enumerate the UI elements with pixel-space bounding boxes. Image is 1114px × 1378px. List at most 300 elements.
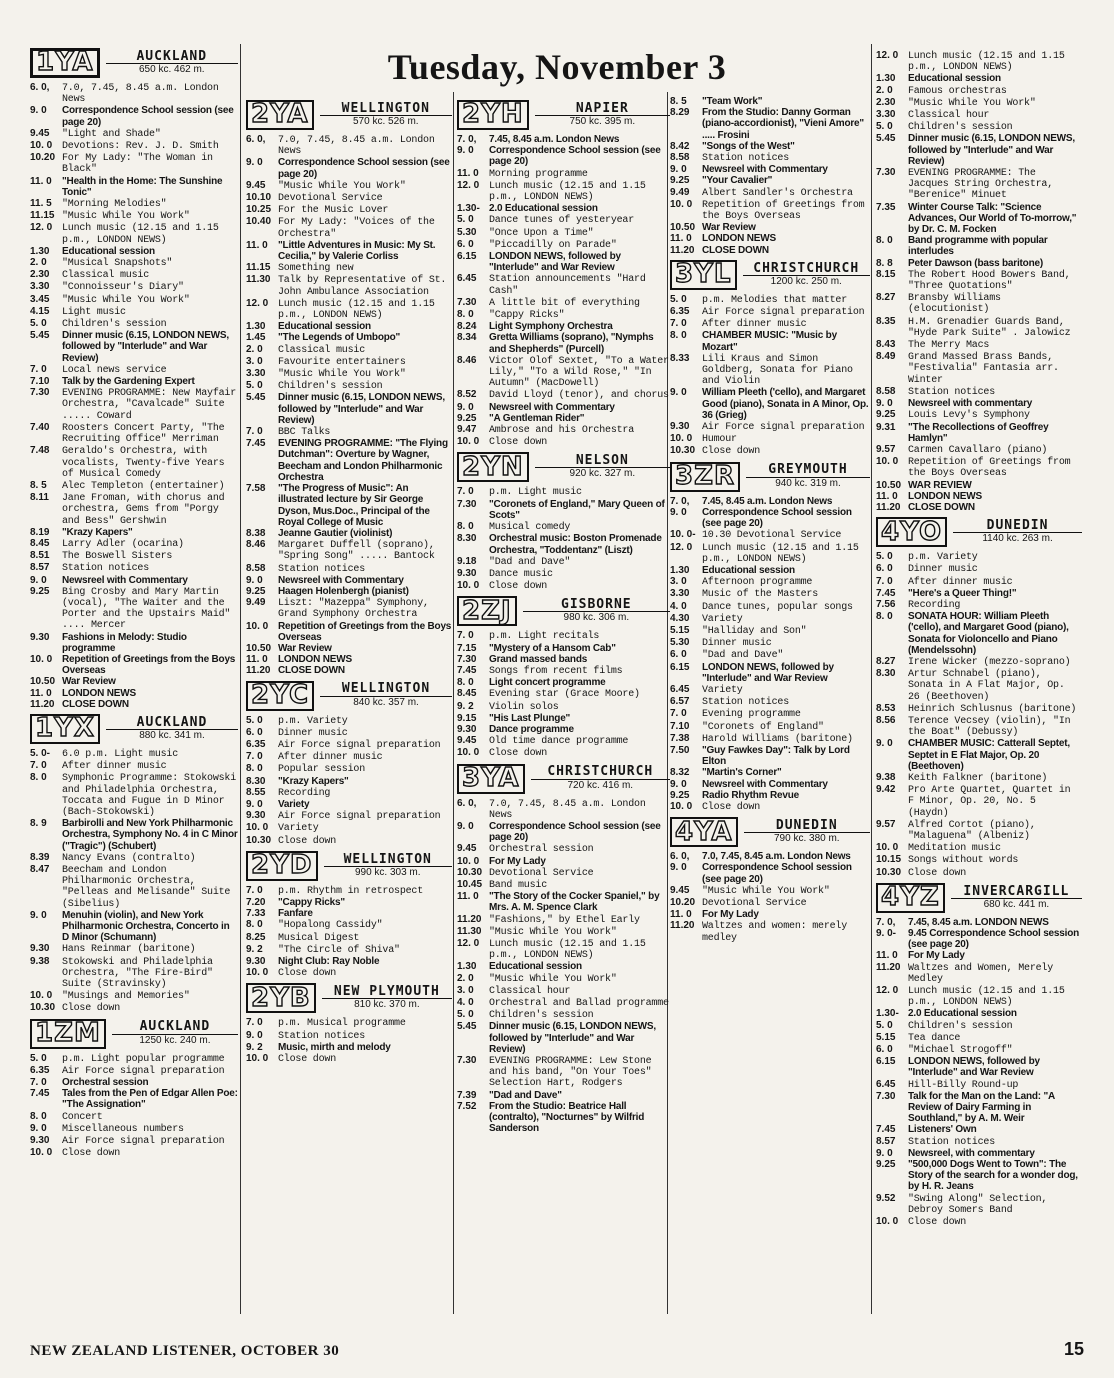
program-time: 8.29 [670,107,690,119]
program-entry [876,611,1082,656]
program-title: Talk by Representative of St. John Ambulance Association [278,275,447,298]
program-time: 5. 0 [30,1052,47,1064]
program-time: 1.30 [246,321,266,333]
program-time: 10.20 [670,896,696,908]
program-time: 9. 0- [876,928,897,940]
program-entry [246,885,452,897]
program-time: 6. 0, [670,851,690,863]
program-entry [246,1017,452,1029]
program-title: 7.0, 7.45, 8.45 a.m. London News [62,83,219,106]
program-title: Bing Crosby and Mary Martin (vocal), "The Waiter and the Porter and the Upstairs Maid" .... Mercer [62,586,231,632]
program-entry [876,316,1082,339]
program-title: Recording [278,787,331,799]
program-time: 8.27 [876,655,896,667]
program-entry [246,180,452,192]
program-title: From the Studio: Beatrice Hall (contralto), "Nocturnes" by Wilfrid Sanderson [489,1100,645,1135]
program-time: 7. 0 [30,760,47,772]
station-frequency: 1140 kc. 263 m. [982,533,1053,545]
station-header [670,260,870,290]
program-time: 6. 0 [457,238,474,250]
program-title: Educational session [278,321,371,333]
program-entry [457,321,670,332]
program-time: 8.51 [30,550,50,562]
program-title: Children's session [62,319,167,331]
station-header [670,462,870,492]
program-entry [30,140,238,152]
program-entry [670,733,870,745]
program-entry [670,175,870,186]
program-title: For My Lady: "The Woman in Black" [62,153,213,176]
program-time: 10.10 [246,192,272,204]
program-entry [457,665,670,677]
program-entry [457,214,670,226]
program-time: 10. 0 [876,456,899,468]
program-time: 1.30- [876,1008,899,1020]
program-time: 7.15 [457,642,477,654]
station-city: DUNEDIN [744,820,870,833]
program-title: Symphonic Programme: Stokowski and Philadelphia Orchestra, Toccata and Fugue in D Minor (Bach-Stokowski) [62,773,237,818]
program-time: 9. 0 [670,387,687,399]
program-time: 7.10 [670,720,690,732]
program-title: Dinner music [908,564,978,576]
program-entry [670,222,870,233]
program-time: 11.30 [246,274,271,286]
program-time: 10. 0- [670,529,696,541]
program-time: 7. 0, [670,495,690,507]
program-entry [246,799,452,810]
program-time: 9. 0 [670,778,687,790]
program-entry [670,662,870,684]
program-title: Close down [62,1148,121,1160]
program-entry [30,281,238,293]
program-entry [876,854,1082,866]
program-time: 7. 0 [246,751,263,763]
program-time: 8. 0 [876,235,893,247]
column-4 [670,96,870,947]
station-city-block [531,766,670,790]
program-time: 10. 0 [246,1053,269,1065]
station-header [670,817,870,847]
program-title: Close down [278,835,337,847]
program-title: p.m. Light popular programme [62,1053,225,1065]
program-title: William Pleeth ('cello), and Margaret Good (piano), Sonata in A Minor, Op. 36 (Grieg) [702,387,869,421]
program-entry [876,73,1082,84]
station-city: AUCKLAND [106,717,238,730]
program-entry [876,563,1082,575]
program-title: Dance tunes of yesteryear [489,215,635,227]
station-listing [670,96,870,256]
program-title: Classical music [278,344,366,356]
program-title: War Review [702,222,756,234]
program-entry [30,772,238,818]
program-title: For My Lady [702,909,759,921]
program-time: 5.45 [876,133,896,145]
program-entry [246,392,452,426]
program-title: Close down [908,1217,967,1229]
program-time: 8. 8 [876,257,893,269]
program-title: "Songs of the West" [702,140,795,152]
program-title: Irene Wicker (mezzo-soprano) [908,656,1071,668]
program-time: 8.45 [457,688,477,700]
program-time: 4.30 [670,612,690,624]
station-listing [30,714,238,1015]
program-title: Orchestral and Ballad programme [489,998,669,1009]
program-time: 8.46 [246,539,266,551]
program-title: Close down [702,446,761,458]
program-time: 6. 0, [246,134,266,145]
program-title: "Dad and Dave" [489,1089,562,1101]
program-entry [670,625,870,637]
program-time: 5.30 [670,637,690,649]
program-entry [246,368,452,380]
program-title: Louis Levy's Symphony [908,410,1030,422]
program-time: 8. 0 [876,611,893,623]
station-city: GISBORNE [523,599,670,612]
program-entry [457,747,670,759]
program-title: 7.0, 7.45, 8.45 a.m. London News [702,851,851,863]
program-title: EVENING PROGRAMME: "The Flying Dutchman": Overture by Wagner, Beecham and London Philharmonic Orchestra [278,438,448,483]
program-time: 9. 2 [246,1041,263,1053]
program-entry [876,444,1082,456]
station-city-block [746,464,870,488]
station-city-block [523,599,670,623]
program-entry [246,539,452,562]
program-time: 5. 0 [457,1009,474,1021]
program-entry [246,563,452,575]
program-entry [670,199,870,222]
program-time: 7. 0 [30,1077,47,1089]
program-title: The Boswell Sisters [62,551,173,563]
station-callsign: 1YX [30,714,100,744]
program-entry [30,956,238,991]
program-title: Evening star (Grace Moore) [489,689,640,701]
program-title: Educational session [702,564,795,576]
program-title: Correspondence School session (see page 20) [702,506,852,530]
program-title: For the Music Lover [278,205,389,217]
program-entry [30,269,238,281]
program-title: Air Force signal preparation [62,1065,225,1077]
program-time: 10.25 [246,204,272,216]
program-entry [457,332,670,354]
program-entry [670,152,870,164]
program-time: 8.19 [30,526,50,538]
program-time: 10. 0 [30,653,53,665]
program-title: Local news service [62,364,167,376]
program-entry [30,760,238,772]
program-entry [30,257,238,269]
column-divider [871,44,872,1314]
program-entry [457,654,670,665]
program-time: 6.15 [670,661,690,673]
program-title: Children's session [489,1010,594,1022]
program-entry [876,928,1082,950]
program-title: Humour [702,434,737,446]
program-entry [30,1123,238,1135]
program-time: 5.15 [670,624,690,636]
program-title: "Krazy Kapers" [278,775,349,787]
program-time: 7.56 [876,598,896,610]
station-city-block [744,817,870,845]
station-city: NAPIER [535,103,670,116]
program-entry [457,556,670,568]
program-entry [670,745,870,767]
program-entry [246,240,452,262]
program-time: 7.35 [876,201,896,213]
program-title: A little bit of everything [489,297,640,309]
program-entry [876,962,1082,985]
program-entry [246,643,452,654]
program-entry [30,943,238,955]
program-title: 7.45, 8.45 a.m. LONDON NEWS [908,916,1049,928]
program-title: "Musings and Memories" [62,991,190,1003]
program-title: "Dad and Dave" [489,556,571,568]
program-time: 1.30 [30,245,50,257]
program-title: Terence Vecsey (violin), "In the Boat" (Debussy) [908,715,1071,739]
station-callsign: 3YL [670,260,737,290]
station-frequency: 680 kc. 441 m. [983,898,1050,910]
program-entry [670,637,870,649]
program-time: 7.33 [246,908,266,920]
program-title: "Hopalong Cassidy" [278,920,383,932]
program-title: "Fashions," by Ethel Early [489,914,640,926]
program-title: p.m. Light recitals [489,631,600,643]
program-time: 12. 0 [246,297,269,309]
station-city: NEW PLYMOUTH [322,986,452,999]
program-title: Variety [278,798,310,810]
program-entry [246,426,452,438]
program-entry [670,708,870,720]
station-callsign: 3ZR [670,462,740,492]
program-title: Station announcements "Hard Cash" [489,274,646,297]
program-time: 5. 0 [457,214,474,226]
program-entry [457,798,670,821]
program-title: 2.0 Educational session [489,203,598,215]
program-title: Barbirolli and New York Philharmonic Orchestra, Symphony No. 4 in C Minor ("Tragic") (Schubert) [62,818,238,852]
program-entry [670,721,870,733]
program-entry [457,985,670,997]
program-time: 8. 0 [30,772,47,784]
program-title: Haagen Holenbergh (pianist) [278,585,409,597]
program-title: SONATA HOUR: William Pleeth ('cello), and Margaret Good (piano), Sonata for Violoncello and Piano (Mendelssohn) [908,611,1069,656]
station-city-block [535,455,670,479]
program-time: 9.25 [670,175,690,187]
program-time: 7.52 [457,1100,477,1112]
program-entry [457,355,670,390]
program-title: Listeners' Own [908,1124,977,1136]
program-title: Waltzes and Women, Merely Medley [908,962,1054,985]
program-entry [457,643,670,654]
program-entry [457,180,670,203]
program-time: 7. 0 [30,363,47,375]
program-title: Newsreel with Commentary [489,401,615,413]
station-callsign: 1ZM [30,1019,106,1049]
program-entry [457,297,670,309]
program-entry [30,294,238,306]
program-title: Close down [278,968,337,980]
program-title: "Swing Along" Selection, Debroy Somers Band [908,1193,1048,1216]
program-entry [876,703,1082,715]
program-entry [457,973,670,985]
program-title: "Music While You Work" [62,211,190,223]
program-time: 8.58 [876,385,896,397]
program-time: 9.30 [246,810,266,822]
program-title: LONDON NEWS [908,490,982,502]
station-city: GREYMOUTH [746,464,870,477]
program-title: Station notices [62,563,150,575]
station-callsign: 2YH [457,100,529,130]
program-entry [457,499,670,521]
program-title: Meditation music [908,843,1001,855]
program-entry [876,133,1082,167]
program-time: 7.40 [30,421,50,433]
program-title: p.m. Rhythm in retrospect [278,885,424,897]
page-title: Tuesday, November 3 [387,47,727,87]
program-entry [30,82,238,105]
program-entry [30,246,238,257]
program-time: 5.45 [30,330,50,342]
station-city-block [320,100,452,127]
program-entry [670,885,870,897]
program-time: 9.49 [670,186,690,198]
program-time: 9. 0 [246,798,263,810]
program-title: "Music While You Work" [278,180,406,192]
station-header [246,851,452,881]
station-city: AUCKLAND [112,1021,238,1034]
program-time: 10.30 [670,445,696,457]
program-time: 7. 0 [457,486,474,498]
program-time: 9.30 [30,631,50,643]
station-city: CHRISTCHURCH [743,263,871,276]
program-time: 9.57 [876,818,896,830]
program-entry [457,168,670,180]
program-title: Air Force signal preparation [702,422,865,434]
program-title: Musical Digest [278,932,360,944]
program-title: CHAMBER MUSIC: "Music by Mozart" [702,330,837,353]
program-entry [30,128,238,140]
program-time: 11. 0 [457,891,479,903]
program-time: 6. 0, [457,797,477,809]
program-title: "His Last Plunge" [489,712,571,724]
program-title: "Team Work" [702,96,763,107]
program-title: WAR REVIEW [908,479,972,491]
program-entry [876,1079,1082,1091]
program-entry [457,568,670,580]
station-listing [246,100,452,677]
station-city-block [322,986,452,1010]
station-header [246,983,452,1013]
program-title: Lunch music (12.15 and 1.15 p.m., LONDON NEWS) [908,986,1065,1009]
program-time: 10.15 [876,854,902,866]
program-entry [876,258,1082,269]
program-entry [457,251,670,273]
program-time: 1.30 [876,73,896,85]
program-title: War Review [62,676,116,688]
station-listing [30,1019,238,1160]
program-entry [457,227,670,239]
program-title: Beecham and London Philharmonic Orchestra, "Pelleas and Melisande" Suite (Sibelius) [62,865,231,910]
program-entry [457,1021,670,1055]
program-time: 8. 0 [457,309,474,321]
station-callsign: 2YA [246,100,314,130]
program-entry [30,318,238,330]
program-entry [670,187,870,199]
program-title: Close down [702,801,761,813]
station-city-block [106,48,238,75]
program-time: 8.43 [876,339,896,351]
program-time: 5. 0 [876,551,893,563]
program-entry [670,330,870,352]
program-title: Jane Froman, with chorus and orchestra, Gems from "Porgy and Bess" Gershwin [62,493,225,527]
program-entry [876,656,1082,668]
program-entry [670,613,870,625]
program-entry [246,654,452,665]
program-title: Dance music [489,568,553,580]
program-title: "Music While You Work" [278,369,406,381]
program-title: Evening programme [702,709,801,721]
program-title: Songs without words [908,855,1019,867]
program-time: 8. 0 [246,763,263,775]
program-time: 7.10 [30,376,50,388]
program-entry [246,776,452,787]
program-time: 7. 0 [457,630,474,642]
program-title: Newsreel with Commentary [702,164,828,176]
program-time: 9. 0 [876,738,893,750]
program-time: 10. 0 [30,140,53,152]
program-time: 10. 0 [457,436,480,448]
program-title: Pro Arte Quartet, Quartet in F Minor, Op. 20, No. 5 (Haydn) [908,785,1071,819]
program-entry [670,801,870,813]
program-entry [457,273,670,296]
program-title: "Coronets of England" [702,721,824,733]
program-time: 11. 0 [30,687,52,699]
program-entry [670,920,870,943]
program-time: 6. 0 [876,1044,893,1056]
program-entry [876,1124,1082,1135]
program-time: 10. 0 [246,967,269,979]
program-time: 6.45 [670,683,690,695]
program-time: 3. 0 [246,355,263,367]
program-entry [457,1055,670,1090]
program-entry [30,1077,238,1088]
program-entry [876,551,1082,563]
program-title: Air Force signal preparation [62,1136,225,1148]
program-title: Menuhin (violin), and New York Philharmonic Orchestra, Concerto in D Minor (Schumann) [62,909,230,944]
program-time: 9. 0 [457,820,474,832]
program-entry [30,586,238,632]
program-time: 9.25 [30,585,50,597]
program-entry [246,810,452,822]
program-title: War Review [278,642,332,654]
program-title: Variety [702,613,743,625]
program-title: Newsreel with Commentary [62,574,188,586]
program-entry [246,134,452,157]
program-entry [457,961,670,972]
program-entry [670,433,870,445]
program-title: Lunch music (12.15 and 1.15 p.m., LONDON NEWS) [278,298,435,322]
program-entry [876,235,1082,257]
program-entry [457,938,670,961]
program-entry [876,917,1082,928]
program-title: After dinner music [702,319,807,331]
program-entry [30,818,238,852]
program-title: Station notices [908,386,996,398]
program-title: Keith Falkner (baritone) [908,772,1048,784]
program-title: Children's session [908,1020,1013,1032]
program-title: Station notices [908,1136,996,1148]
program-title: Repetition of Greetings from the Boys Overseas [278,620,452,643]
program-time: 10. 0 [670,800,693,812]
program-time: 1.30 [670,564,690,576]
